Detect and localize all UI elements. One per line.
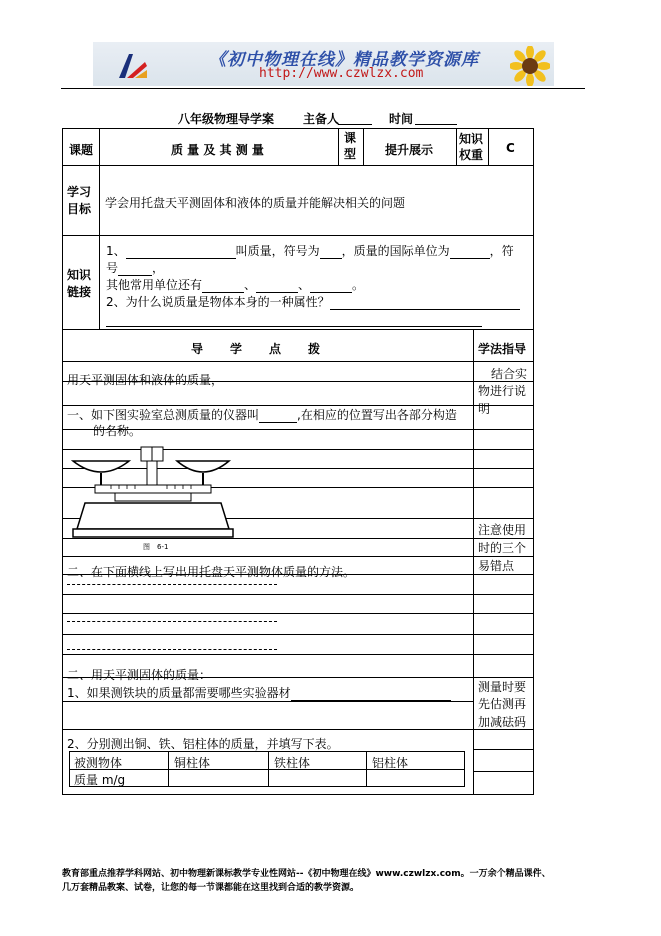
site-logo-icon <box>115 48 149 82</box>
type-label: 课型 <box>344 131 357 161</box>
blank-symbol[interactable] <box>320 258 342 259</box>
q1-line-2: 的名称。 <box>93 424 142 438</box>
footer-line-1: 教育部重点推荐学科网站、初中物理新课标教学专业性网站--《初中物理在线》www.czwlzx.com。一万余个精品课件、 <box>62 869 551 879</box>
weight-value: C <box>506 141 515 155</box>
figure-caption: 图 6-1 <box>143 543 169 551</box>
blank-si-unit[interactable] <box>450 258 490 259</box>
link-line-4: 2、为什么说质量是物体本身的一种属性？ <box>106 293 520 310</box>
balance-figure <box>71 443 235 551</box>
time-blank[interactable] <box>415 124 457 125</box>
method-header: 学法指导 <box>478 342 527 356</box>
method-line-3[interactable] <box>67 649 277 650</box>
blank-property-answer[interactable] <box>330 309 520 310</box>
header-banner <box>93 42 554 86</box>
side1-l3: 明 <box>478 402 491 416</box>
link-label: 知识链接 <box>67 268 92 299</box>
weight-label: 知识权重 <box>459 132 484 162</box>
q3-2-line: 2、分别测出铜、铁、铝柱体的质量，并填写下表。 <box>67 737 339 751</box>
guide-table <box>62 128 534 795</box>
side1-l1: 结合实 <box>491 367 528 381</box>
mass-row-label: 质量 m/g <box>74 773 126 787</box>
link-line-3: 其他常用单位还有 、 、 。 <box>106 278 365 292</box>
prepare-blank[interactable] <box>338 124 372 125</box>
header-rule <box>61 88 585 89</box>
mass-table <box>69 751 465 787</box>
link-line-2: 号 ， <box>106 261 165 275</box>
side3-l3: 加减砝码 <box>478 715 527 729</box>
footer-line-2: 几万套精品教案、试卷，让您的每一节课都能在这里找到合适的教学资源。 <box>62 883 360 893</box>
goal-label: 学习目标 <box>67 185 92 216</box>
time-label: 时间 <box>389 112 414 126</box>
mass-header-object: 被测物体 <box>74 756 123 770</box>
side2-l2: 时的三个 <box>478 541 527 555</box>
q3-line: 二、用天平测固体的质量： <box>67 668 212 682</box>
side2-l3: 易错点 <box>478 559 515 573</box>
link-line-1: 1、 叫质量，符号为 ，质量的国际单位为 ，符 <box>106 244 514 258</box>
topic-label: 课题 <box>69 143 94 157</box>
doc-title: 八年级物理导学案 <box>178 112 275 126</box>
blank-instrument[interactable] <box>259 422 297 423</box>
blank-equipment[interactable] <box>291 700 451 701</box>
type-value: 提升展示 <box>385 143 434 157</box>
mass-header-copper: 铜柱体 <box>174 756 211 770</box>
q2-line: 二、在下面横线上写出用托盘天平测物体质量的方法。 <box>67 565 356 579</box>
banner-url[interactable]: http://www.czwlzx.com <box>259 66 424 81</box>
side1-l2: 物进行说 <box>478 384 527 398</box>
guide-intro: 用天平测固体和液体的质量， <box>67 373 224 387</box>
banner-title: 《初中物理在线》精品教学资源库 <box>209 50 479 70</box>
side3-l1: 测量时要 <box>478 680 527 694</box>
goal-text: 学会用托盘天平测固体和液体的质量并能解决相关的问题 <box>105 196 406 210</box>
answer-line[interactable] <box>106 326 482 327</box>
sunflower-icon <box>510 46 550 86</box>
side3-l2: 先估测再 <box>478 697 527 711</box>
method-line-2[interactable] <box>67 621 277 622</box>
q3-1-line: 1、如果测铁块的质量都需要哪些实验器材 <box>67 684 451 701</box>
q1-line: 一、如下图实验室总测质量的仪器叫 ,在相应的位置写出各部分构造 <box>67 408 457 422</box>
prepare-label: 主备人 <box>303 112 340 126</box>
guide-header: 导 学 点 拨 <box>191 342 322 356</box>
mass-header-iron: 铁柱体 <box>274 756 311 770</box>
mass-header-aluminum: 铝柱体 <box>372 756 409 770</box>
side2-l1: 注意使用 <box>478 523 527 537</box>
topic-value: 质 量 及 其 测 量 <box>171 143 264 157</box>
method-line-1[interactable] <box>67 584 277 585</box>
